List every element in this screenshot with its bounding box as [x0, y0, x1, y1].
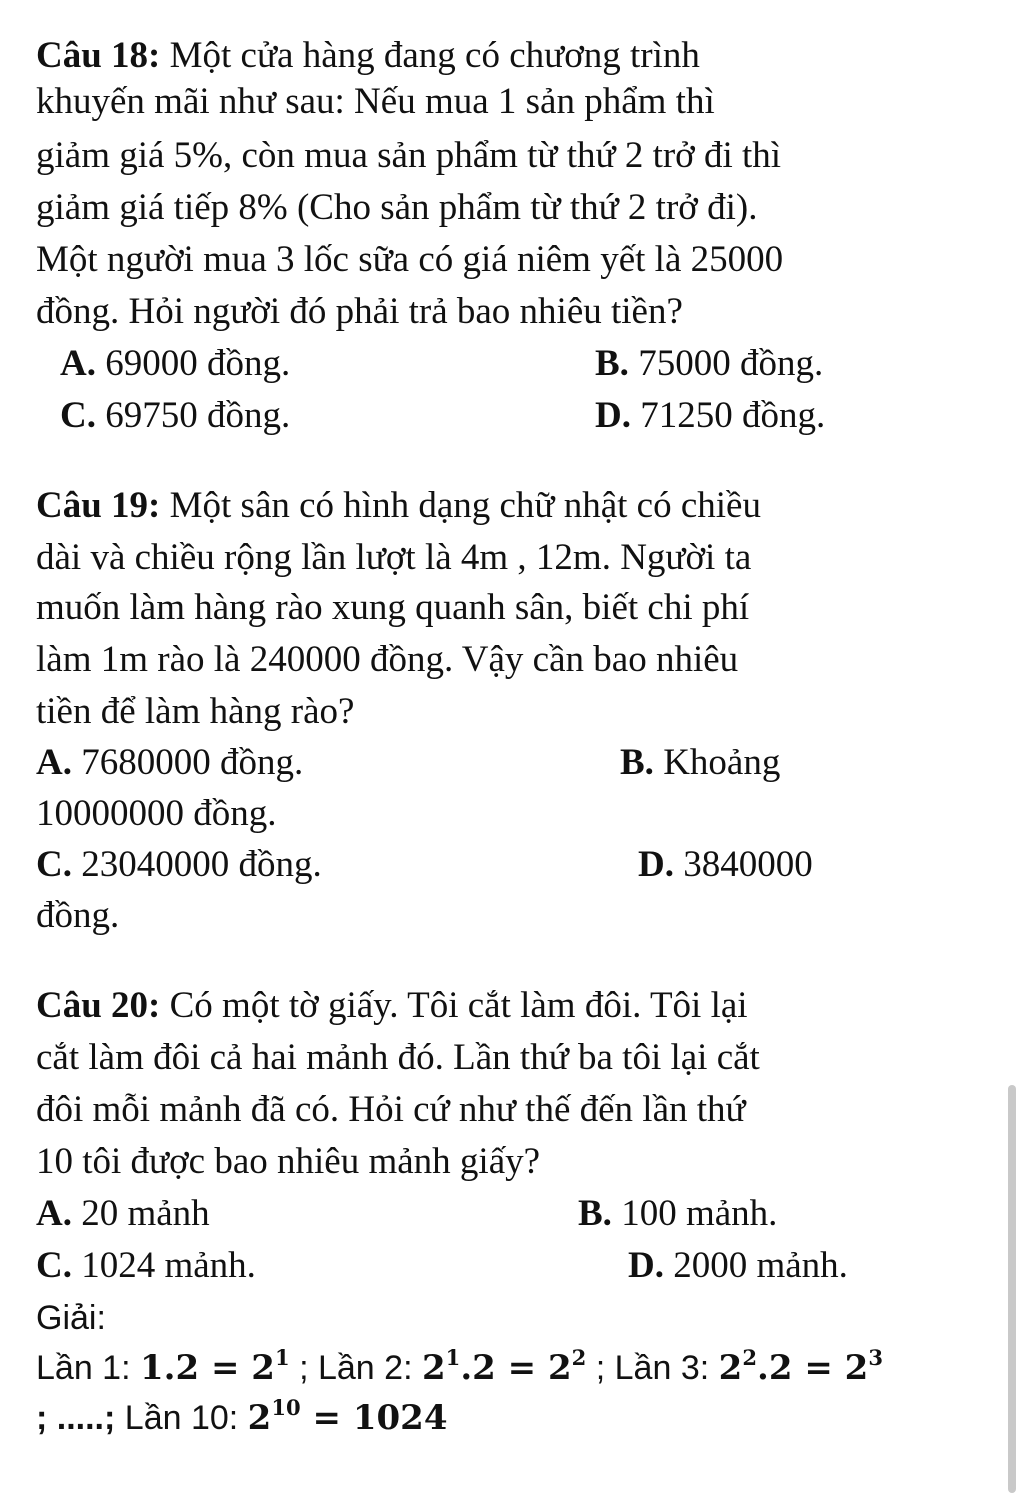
- solution-step-10-base: 2: [247, 1398, 272, 1438]
- question-18-option-a: [60, 342, 290, 386]
- question-18-option-c: [60, 394, 290, 438]
- solution-step-3-exponent: 2: [742, 1344, 757, 1370]
- option-letter: B.: [595, 343, 629, 384]
- option-text: 3840000: [673, 844, 813, 885]
- option-letter: A.: [36, 1193, 72, 1234]
- option-letter: B.: [578, 1193, 612, 1234]
- question-19-line-4: làm 1m rào là 240000 đồng. Vậy cần bao nhiêu: [36, 639, 739, 680]
- question-19-option-c: [36, 843, 322, 887]
- vertical-scrollbar[interactable]: [1008, 1085, 1016, 1493]
- question-18-label: Câu 18:: [36, 35, 161, 76]
- question-18-line-2: khuyến mãi như sau: Nếu mua 1 sản phẩm thì: [36, 81, 715, 122]
- solution-line-2: [36, 1396, 447, 1440]
- question-19-option-d: [638, 843, 813, 887]
- solution-separator-1: ; Lần 2:: [289, 1349, 422, 1387]
- question-19-line-5: tiền để làm hàng rào?: [36, 691, 355, 732]
- solution-line-1: [36, 1346, 883, 1390]
- question-20-option-b: [578, 1192, 777, 1236]
- option-text: 1024 mảnh.: [71, 1245, 256, 1286]
- question-20-option-a: [36, 1192, 210, 1236]
- question-19-line-3: muốn làm hàng rào xung quanh sân, biết chi phí: [36, 587, 750, 628]
- question-20-line-2: cắt làm đôi cả hai mảnh đó. Lần thứ ba tôi lại cắt: [36, 1037, 760, 1078]
- question-18-line-5: Một người mua 3 lốc sữa có giá niêm yết là 25000: [36, 239, 784, 280]
- question-19-text: Một sân có hình dạng chữ nhật có chiều: [160, 485, 761, 526]
- option-letter: D.: [628, 1245, 664, 1286]
- question-18-line-6: đồng. Hỏi người đó phải trả bao nhiêu tiền?: [36, 291, 683, 332]
- question-19-option-d-continued: đồng.: [36, 895, 120, 936]
- option-text: 75000 đồng.: [628, 343, 824, 384]
- question-18-option-b: [595, 342, 823, 386]
- option-text: Khoảng: [653, 742, 781, 783]
- solution-step-2-middle: .2 = 2: [460, 1348, 572, 1388]
- question-19-line-1: [36, 484, 761, 528]
- question-19-option-b: [620, 741, 780, 785]
- option-letter: D.: [595, 395, 631, 436]
- option-letter: A.: [36, 742, 72, 783]
- solution-step-2-exponent: 1: [445, 1344, 461, 1370]
- solution-step-10-result: = 1024: [300, 1398, 448, 1438]
- question-18-line-1: [36, 34, 700, 78]
- option-letter: D.: [638, 844, 674, 885]
- solution-step-10-exponent: 10: [271, 1394, 301, 1420]
- question-20-label: Câu 20:: [36, 985, 161, 1026]
- question-18-line-4: giảm giá tiếp 8% (Cho sản phẩm từ thứ 2 trở đi).: [36, 187, 758, 228]
- question-20-option-d: [628, 1244, 848, 1288]
- option-text: 20 mảnh: [71, 1193, 210, 1234]
- question-20-line-4: 10 tôi được bao nhiêu mảnh giấy?: [36, 1141, 541, 1182]
- option-letter: B.: [620, 742, 654, 783]
- solution-separator-2: ; Lần 3:: [586, 1349, 719, 1387]
- solution-step-3-base: 2: [718, 1348, 743, 1388]
- option-text: 69000 đồng.: [95, 343, 291, 384]
- question-19-option-b-continued: 10000000 đồng.: [36, 793, 277, 834]
- question-18-line-3: giảm giá 5%, còn mua sản phẩm từ thứ 2 trở đi thì: [36, 135, 782, 176]
- option-text: 69750 đồng.: [95, 395, 291, 436]
- question-19-line-2: dài và chiều rộng lần lượt là 4m , 12m. Người ta: [36, 537, 752, 578]
- solution-step-3-middle: .2 = 2: [756, 1348, 869, 1388]
- option-text: 71250 đồng.: [630, 395, 826, 436]
- question-19-option-a: [36, 741, 303, 785]
- question-18-option-d: [595, 394, 825, 438]
- question-19-label: Câu 19:: [36, 485, 161, 526]
- option-text: 100 mảnh.: [611, 1193, 778, 1234]
- option-text: 7680000 đồng.: [71, 742, 304, 783]
- solution-step-3-result-exponent: 3: [868, 1344, 883, 1370]
- question-20-line-3: đôi mỗi mảnh đã có. Hỏi cứ như thế đến lần thứ: [36, 1089, 746, 1130]
- solution-step-2-base: 2: [421, 1348, 446, 1388]
- solution-step-10-label: Lần 10:: [124, 1399, 248, 1437]
- option-text: 23040000 đồng.: [71, 844, 322, 885]
- solution-step-1-label: Lần 1:: [36, 1349, 140, 1387]
- option-letter: C.: [60, 395, 96, 436]
- option-letter: C.: [36, 844, 72, 885]
- solution-step-1-base: 1.2 = 2: [139, 1348, 275, 1388]
- question-18-text: Một cửa hàng đang có chương trình: [160, 35, 700, 76]
- option-letter: C.: [36, 1245, 72, 1286]
- option-letter: A.: [60, 343, 96, 384]
- solution-step-2-result-exponent: 2: [571, 1344, 587, 1370]
- question-20-option-c: [36, 1244, 256, 1288]
- solution-step-1-exponent: 1: [274, 1344, 290, 1370]
- solution-heading: Giải:: [36, 1299, 106, 1337]
- solution-ellipsis: ; .....;: [36, 1399, 125, 1437]
- question-20-text: Có một tờ giấy. Tôi cắt làm đôi. Tôi lại: [160, 985, 748, 1026]
- question-20-line-1: [36, 984, 748, 1028]
- option-text: 2000 mảnh.: [663, 1245, 848, 1286]
